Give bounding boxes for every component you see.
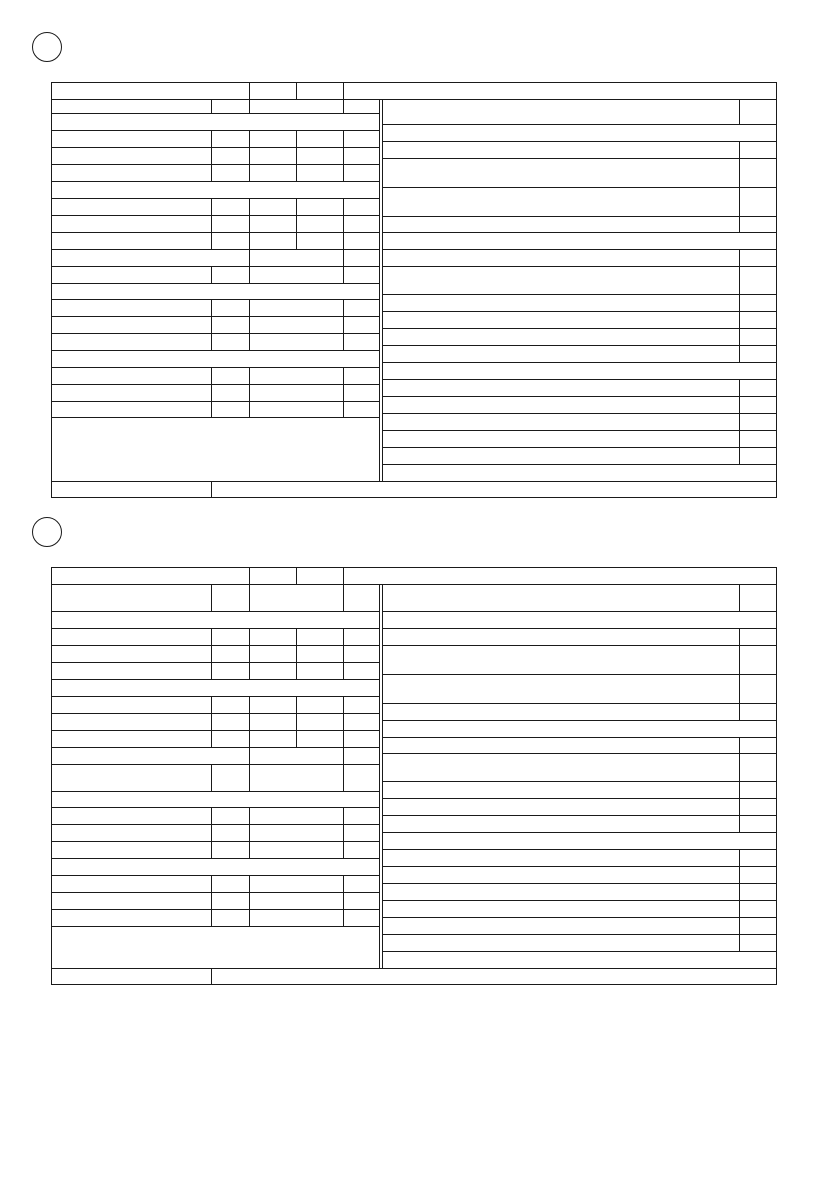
left-row-rule [51, 628, 380, 629]
left-row-rule [51, 730, 380, 731]
footer-rule [51, 481, 777, 482]
column-rule [249, 401, 250, 417]
column-rule [249, 333, 250, 350]
column-rule [249, 249, 250, 266]
column-rule [249, 215, 250, 232]
column-rule [296, 232, 297, 249]
column-rule [211, 730, 212, 747]
split-rule-b [382, 584, 383, 968]
header-col-1 [249, 567, 250, 584]
column-rule [343, 747, 344, 764]
right-row-rule [383, 832, 777, 833]
right-value-col [739, 345, 740, 362]
right-value-col [739, 849, 740, 866]
column-rule [296, 130, 297, 147]
header-col-1 [249, 82, 250, 99]
column-rule [296, 198, 297, 215]
left-row-rule [51, 645, 380, 646]
right-value-col [739, 737, 740, 753]
column-rule [211, 232, 212, 249]
right-value-col [739, 328, 740, 345]
right-row-rule [383, 720, 777, 721]
column-rule [343, 384, 344, 401]
left-row-rule [51, 299, 380, 300]
right-row-rule [383, 158, 777, 159]
right-value-col [739, 216, 740, 232]
right-value-col [739, 628, 740, 645]
column-rule [211, 909, 212, 926]
column-rule [249, 164, 250, 181]
right-value-col [739, 934, 740, 951]
column-rule [249, 645, 250, 662]
column-rule [343, 628, 344, 645]
right-row-rule [383, 674, 777, 675]
right-value-col [739, 584, 740, 611]
left-row-rule [51, 841, 380, 842]
column-rule [296, 645, 297, 662]
column-rule [211, 875, 212, 892]
left-row-rule [51, 696, 380, 697]
column-rule [211, 584, 212, 611]
column-rule [343, 824, 344, 841]
column-rule [343, 645, 344, 662]
column-rule [343, 249, 344, 266]
column-rule [249, 824, 250, 841]
column-rule [211, 764, 212, 791]
left-row-rule [51, 764, 380, 765]
right-row-rule [383, 328, 777, 329]
column-rule [343, 232, 344, 249]
right-value-col [739, 900, 740, 917]
left-row-rule [51, 333, 380, 334]
left-row-rule [51, 283, 380, 284]
right-row-rule [383, 187, 777, 188]
column-rule [249, 730, 250, 747]
left-row-rule [51, 747, 380, 748]
header-rule [51, 99, 777, 100]
left-row-rule [51, 611, 380, 612]
column-rule [249, 367, 250, 384]
right-row-rule [383, 753, 777, 754]
left-row-rule [51, 791, 380, 792]
column-rule [211, 333, 212, 350]
column-rule [343, 215, 344, 232]
right-row-rule [383, 464, 777, 465]
column-rule [296, 164, 297, 181]
right-row-rule [383, 345, 777, 346]
column-rule [343, 164, 344, 181]
section-1-circle-marker-icon [32, 32, 62, 62]
right-row-rule [383, 703, 777, 704]
column-rule [343, 892, 344, 909]
column-rule [249, 99, 250, 113]
column-rule [211, 645, 212, 662]
column-rule [211, 628, 212, 645]
column-rule [249, 841, 250, 858]
left-row-rule [51, 713, 380, 714]
column-rule [343, 807, 344, 824]
right-row-rule [383, 866, 777, 867]
column-rule [249, 198, 250, 215]
column-rule [211, 147, 212, 164]
right-value-col [739, 883, 740, 900]
column-rule [296, 215, 297, 232]
column-rule [343, 730, 344, 747]
left-row-rule [51, 909, 380, 910]
column-rule [211, 164, 212, 181]
right-row-rule [383, 362, 777, 363]
column-rule [296, 147, 297, 164]
right-row-rule [383, 294, 777, 295]
column-rule [211, 266, 212, 283]
right-row-rule [383, 900, 777, 901]
left-row-rule [51, 875, 380, 876]
right-row-rule [383, 379, 777, 380]
column-rule [211, 198, 212, 215]
column-rule [343, 316, 344, 333]
split-rule-a [379, 584, 380, 968]
right-value-col [739, 447, 740, 464]
column-rule [343, 713, 344, 730]
column-rule [296, 696, 297, 713]
right-value-col [739, 430, 740, 447]
column-rule [296, 713, 297, 730]
split-rule-b [382, 99, 383, 481]
right-value-col [739, 99, 740, 124]
spec-table-2 [51, 567, 777, 985]
left-row-rule [51, 266, 380, 267]
right-row-rule [383, 413, 777, 414]
left-row-rule [51, 215, 380, 216]
right-row-rule [383, 645, 777, 646]
right-row-rule [383, 781, 777, 782]
column-rule [249, 875, 250, 892]
right-value-col [739, 294, 740, 311]
column-rule [343, 130, 344, 147]
column-rule [343, 909, 344, 926]
column-rule [211, 696, 212, 713]
header-col-3 [343, 567, 344, 584]
column-rule [249, 662, 250, 679]
column-rule [343, 662, 344, 679]
column-rule [249, 807, 250, 824]
right-row-rule [383, 798, 777, 799]
right-row-rule [383, 124, 777, 125]
right-value-col [739, 311, 740, 328]
column-rule [211, 401, 212, 417]
right-value-col [739, 645, 740, 674]
right-row-rule [383, 232, 777, 233]
right-value-col [739, 187, 740, 216]
right-row-rule [383, 849, 777, 850]
right-row-rule [383, 311, 777, 312]
right-row-rule [383, 216, 777, 217]
column-rule [211, 841, 212, 858]
footer-col [211, 968, 212, 985]
column-rule [343, 99, 344, 113]
column-rule [211, 299, 212, 316]
column-rule [249, 316, 250, 333]
right-row-rule [383, 611, 777, 612]
column-rule [249, 892, 250, 909]
right-row-rule [383, 396, 777, 397]
column-rule [343, 299, 344, 316]
right-row-rule [383, 628, 777, 629]
left-row-rule [51, 147, 380, 148]
right-value-col [739, 413, 740, 430]
left-row-rule [51, 384, 380, 385]
right-value-col [739, 917, 740, 934]
column-rule [211, 316, 212, 333]
column-rule [211, 367, 212, 384]
footer-rule [51, 968, 777, 969]
right-value-col [739, 798, 740, 815]
right-row-rule [383, 951, 777, 952]
column-rule [343, 266, 344, 283]
column-rule [249, 130, 250, 147]
right-row-rule [383, 883, 777, 884]
column-rule [343, 401, 344, 417]
left-row-rule [51, 807, 380, 808]
right-row-rule [383, 934, 777, 935]
column-rule [343, 764, 344, 791]
left-row-rule [51, 824, 380, 825]
footer-col [211, 481, 212, 498]
right-value-col [739, 674, 740, 703]
column-rule [343, 584, 344, 611]
left-row-rule [51, 164, 380, 165]
left-row-rule [51, 662, 380, 663]
section-2-circle-marker-icon [32, 517, 62, 547]
spec-table-1 [51, 82, 777, 498]
column-rule [296, 730, 297, 747]
right-row-rule [383, 917, 777, 918]
right-row-rule [383, 430, 777, 431]
left-row-rule [51, 130, 380, 131]
left-row-rule [51, 249, 380, 250]
right-row-rule [383, 249, 777, 250]
right-value-col [739, 753, 740, 781]
right-value-col [739, 781, 740, 798]
right-row-rule [383, 141, 777, 142]
right-row-rule [383, 737, 777, 738]
column-rule [211, 824, 212, 841]
column-rule [211, 807, 212, 824]
column-rule [249, 299, 250, 316]
column-rule [249, 696, 250, 713]
column-rule [249, 232, 250, 249]
right-value-col [739, 379, 740, 396]
left-row-rule [51, 198, 380, 199]
column-rule [343, 841, 344, 858]
right-value-col [739, 141, 740, 158]
left-row-rule [51, 367, 380, 368]
left-row-rule [51, 417, 380, 418]
left-row-rule [51, 401, 380, 402]
column-rule [211, 130, 212, 147]
column-rule [296, 662, 297, 679]
right-value-col [739, 703, 740, 720]
column-rule [249, 764, 250, 791]
column-rule [211, 99, 212, 113]
column-rule [343, 696, 344, 713]
right-value-col [739, 396, 740, 413]
column-rule [249, 628, 250, 645]
right-value-col [739, 249, 740, 266]
right-value-col [739, 266, 740, 294]
right-value-col [739, 815, 740, 832]
column-rule [296, 628, 297, 645]
left-row-rule [51, 181, 380, 182]
column-rule [249, 584, 250, 611]
column-rule [249, 909, 250, 926]
left-row-rule [51, 350, 380, 351]
header-col-2 [296, 567, 297, 584]
left-row-rule [51, 858, 380, 859]
column-rule [211, 215, 212, 232]
column-rule [211, 662, 212, 679]
column-rule [249, 713, 250, 730]
left-row-rule [51, 926, 380, 927]
right-row-rule [383, 266, 777, 267]
left-row-rule [51, 316, 380, 317]
column-rule [249, 147, 250, 164]
column-rule [211, 892, 212, 909]
column-rule [249, 266, 250, 283]
header-rule [51, 584, 777, 585]
column-rule [343, 367, 344, 384]
right-row-rule [383, 447, 777, 448]
left-row-rule [51, 892, 380, 893]
column-rule [211, 713, 212, 730]
left-row-rule [51, 113, 380, 114]
column-rule [343, 147, 344, 164]
left-row-rule [51, 679, 380, 680]
left-row-rule [51, 232, 380, 233]
column-rule [249, 384, 250, 401]
right-value-col [739, 866, 740, 883]
header-col-3 [343, 82, 344, 99]
column-rule [249, 747, 250, 764]
header-col-2 [296, 82, 297, 99]
right-row-rule [383, 815, 777, 816]
column-rule [343, 875, 344, 892]
split-rule-a [379, 99, 380, 481]
column-rule [343, 198, 344, 215]
column-rule [211, 384, 212, 401]
right-value-col [739, 158, 740, 187]
column-rule [343, 333, 344, 350]
